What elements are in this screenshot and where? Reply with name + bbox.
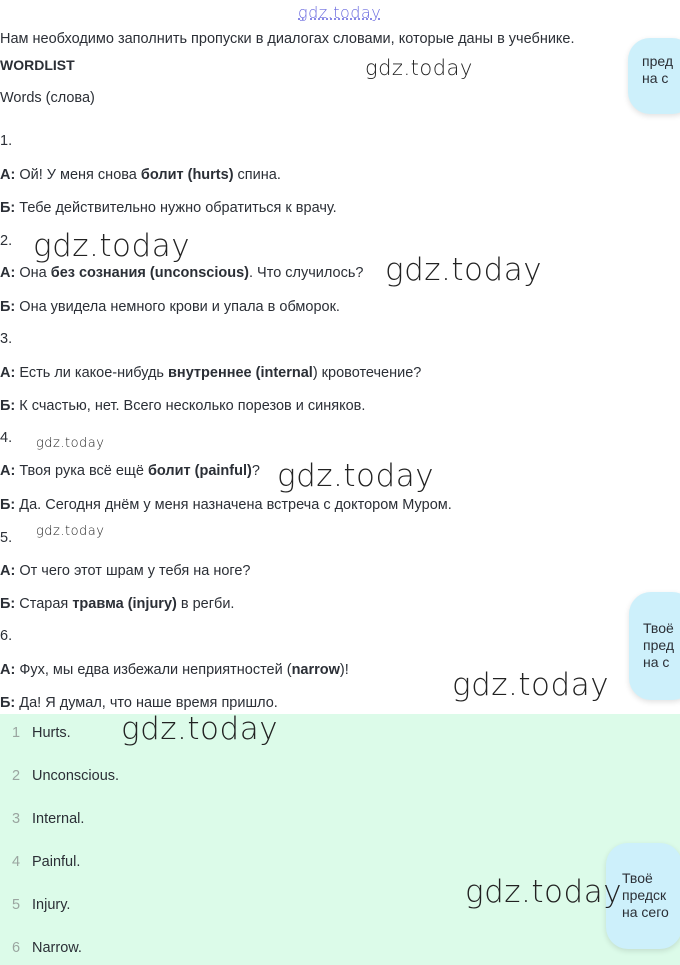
- text: . Что случилось?: [249, 265, 364, 281]
- dialog-line-a: [0, 563, 251, 579]
- watermark: gdz.today: [36, 524, 105, 539]
- text: в регби.: [176, 596, 235, 612]
- dialog-number: 1.: [0, 133, 13, 149]
- answer-number: 1: [12, 725, 21, 741]
- text: Она увидела немного крови и упала в обморок.: [15, 299, 340, 315]
- watermark: gdz.today: [452, 667, 610, 703]
- dialog-line-b: [0, 497, 452, 513]
- bubble-line: предск: [622, 887, 667, 903]
- bubble-line: Твоё: [622, 870, 653, 886]
- text: спина.: [233, 167, 281, 183]
- dialog-line-b: [0, 596, 234, 612]
- speaker-a: А:: [0, 463, 16, 479]
- watermark: gdz.today: [465, 874, 623, 910]
- watermark-top: gdz.today: [298, 3, 382, 22]
- answers-panel: [0, 714, 680, 965]
- answer-item: [12, 940, 82, 956]
- text: Тебе действительно нужно обратиться к врачу.: [15, 200, 337, 216]
- answer-number: 3: [12, 811, 21, 827]
- watermark: gdz.today: [33, 228, 191, 264]
- answer-text: Internal.: [32, 811, 85, 827]
- answer-number: 5: [12, 897, 21, 913]
- answer-word: без сознания (unconscious): [50, 265, 249, 281]
- intro-text: Нам необходимо заполнить пропуски в диалогах словами, которые даны в учебнике.: [0, 31, 575, 47]
- text: От чего этот шрам у тебя на ноге?: [15, 563, 251, 579]
- speaker-a: А:: [0, 662, 16, 678]
- bubble-line: на сего: [622, 904, 669, 920]
- bubble-line: пред: [642, 53, 674, 69]
- answer-text: Painful.: [32, 854, 81, 870]
- answer-text: Injury.: [32, 897, 71, 913]
- dialog-line-a: [0, 265, 363, 281]
- dialog-line-a: [0, 167, 281, 183]
- text: )!: [339, 662, 349, 678]
- speaker-b: Б:: [0, 299, 16, 315]
- text: Есть ли какое-нибудь: [15, 365, 169, 381]
- text: Старая: [15, 596, 73, 612]
- speaker-b: Б:: [0, 695, 16, 711]
- dialog-line-a: [0, 463, 260, 479]
- speaker-a: А:: [0, 265, 16, 281]
- dialog-line-b: [0, 695, 278, 711]
- dialog-line-b: [0, 299, 340, 315]
- answer-item: [12, 854, 80, 870]
- answer-item: [12, 725, 71, 741]
- bubble-line: пред: [643, 637, 675, 653]
- text: Фух, мы едва избежали неприятностей (: [15, 662, 292, 678]
- answer-item: [12, 768, 119, 784]
- answer-word: болит (painful): [147, 463, 252, 479]
- answer-number: 2: [12, 768, 21, 784]
- speaker-a: А:: [0, 167, 16, 183]
- text: Да! Я думал, что наше время пришло.: [15, 695, 278, 711]
- bubble-line: Твоё: [643, 620, 674, 636]
- watermark: gdz.today: [36, 436, 105, 451]
- answer-text: Hurts.: [32, 725, 71, 741]
- speaker-b: Б:: [0, 398, 16, 414]
- answer-item: [12, 897, 70, 913]
- watermark: gdz.today: [365, 56, 473, 80]
- answer-text: Narrow.: [32, 940, 82, 956]
- speaker-a: А:: [0, 365, 16, 381]
- dialog-line-b: [0, 398, 365, 414]
- dialog-line-a: [0, 662, 349, 678]
- dialog-line-b: [0, 200, 337, 216]
- dialog-number: 3.: [0, 331, 13, 347]
- watermark: gdz.today: [277, 458, 435, 494]
- text: ) кровотечение?: [312, 365, 422, 381]
- text: К счастью, нет. Всего несколько порезов и синяков.: [15, 398, 366, 414]
- chat-bubble[interactable]: [628, 38, 680, 114]
- answer-word: внутреннее (internal: [168, 365, 313, 381]
- text: ?: [251, 463, 260, 479]
- speaker-a: А:: [0, 563, 16, 579]
- speaker-b: Б:: [0, 596, 16, 612]
- words-label: Words (слова): [0, 90, 95, 106]
- dialog-number: 4.: [0, 430, 13, 446]
- watermark: gdz.today: [385, 252, 543, 288]
- text: Ой! У меня снова: [15, 167, 141, 183]
- answer-word: narrow: [291, 662, 340, 678]
- text: Она: [15, 265, 51, 281]
- wordlist-title: WORDLIST: [0, 57, 75, 73]
- answer-word: травма (injury): [72, 596, 177, 612]
- speaker-b: Б:: [0, 497, 16, 513]
- bubble-line: на с: [643, 654, 670, 670]
- answer-text: Unconscious.: [32, 768, 120, 784]
- text: Твоя рука всё ещё: [15, 463, 148, 479]
- answer-number: 4: [12, 854, 21, 870]
- answer-word: болит (hurts): [140, 167, 234, 183]
- dialog-number: 2.: [0, 233, 13, 249]
- text: Да. Сегодня днём у меня назначена встреча с доктором Муром.: [15, 497, 452, 513]
- dialog-number: 6.: [0, 628, 13, 644]
- speaker-b: Б:: [0, 200, 16, 216]
- answer-item: [12, 811, 84, 827]
- dialog-number: 5.: [0, 530, 13, 546]
- dialog-line-a: [0, 365, 421, 381]
- watermark: gdz.today: [121, 711, 279, 747]
- answer-number: 6: [12, 940, 21, 956]
- bubble-line: на с: [642, 70, 669, 86]
- chat-bubble[interactable]: [629, 592, 680, 700]
